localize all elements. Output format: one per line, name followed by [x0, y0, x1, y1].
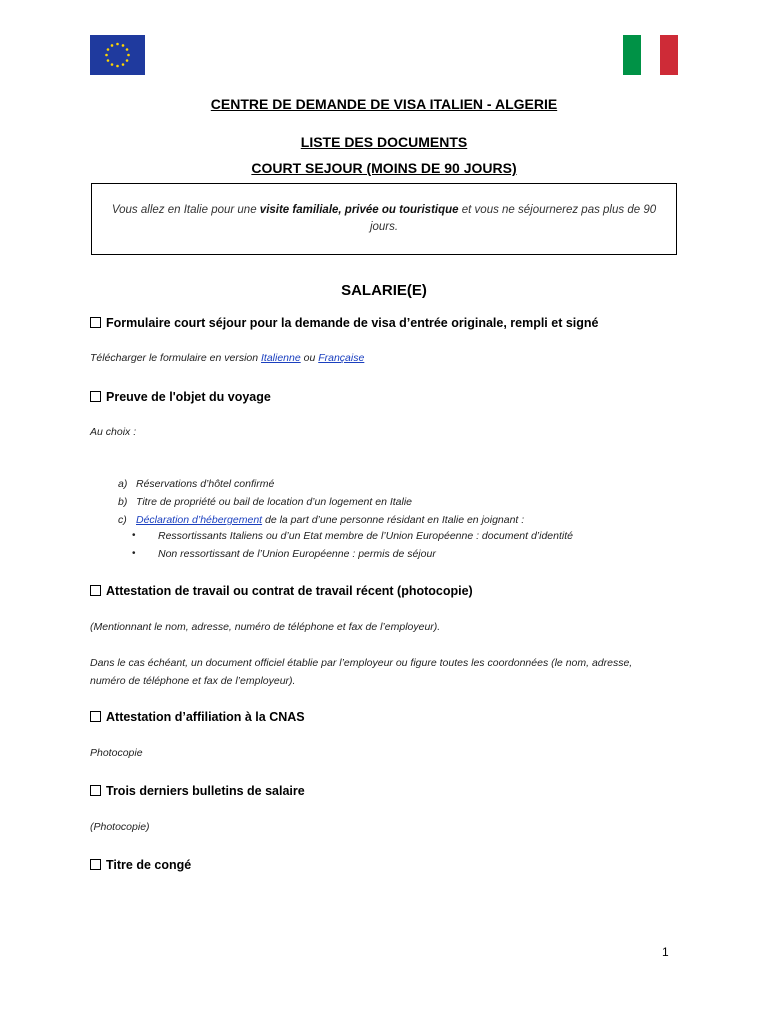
eu-flag-icon: [90, 35, 145, 75]
payslips-note: (Photocopie): [90, 821, 150, 833]
cnas-note: Photocopie: [90, 747, 143, 759]
list-item-text: Réservations d’hôtel confirmé: [136, 478, 275, 490]
item-form: [90, 316, 599, 330]
checkbox-icon[interactable]: [90, 785, 101, 796]
eu-star-icon: [116, 65, 119, 68]
bullet-icon: •: [132, 530, 136, 541]
item-form-label: Formulaire court séjour pour la demande de visa d’entrée originale, rempli et signé: [106, 316, 599, 330]
checkbox-icon[interactable]: [90, 859, 101, 870]
item-payslips-label: Trois derniers bulletins de salaire: [106, 784, 305, 798]
checkbox-icon[interactable]: [90, 391, 101, 402]
stay-title: COURT SEJOUR (MOINS DE 90 JOURS): [251, 160, 517, 176]
download-note: [90, 352, 364, 364]
proof-list: [118, 478, 678, 568]
eu-star-icon: [126, 59, 129, 62]
list-item-text: Titre de propriété ou bail de location d’un logement en Italie: [136, 496, 412, 508]
checkbox-icon[interactable]: [90, 317, 101, 328]
intro-text: [104, 202, 664, 236]
work-note-2: Dans le cas échéant, un document officiel établie par l’employeur ou figure toutes les coordonnées (le nom, adresse, numéro de téléphone et fax de l’employeur).: [90, 657, 633, 687]
eu-star-icon: [111, 63, 114, 66]
link-french-form[interactable]: Française: [318, 352, 365, 364]
eu-star-icon: [107, 48, 110, 51]
eu-star-icon: [107, 59, 110, 62]
eu-star-icon: [116, 43, 119, 46]
eu-star-icon: [122, 63, 125, 66]
list-marker: a): [118, 478, 128, 490]
download-prefix: Télécharger le formulaire en version: [90, 352, 261, 364]
eu-star-icon: [122, 44, 125, 47]
checkbox-icon[interactable]: [90, 585, 101, 596]
download-sep: ou: [300, 352, 319, 364]
intro-part1: Vous allez en Italie pour une: [111, 204, 260, 216]
item-cnas-label: Attestation d’affiliation à la CNAS: [106, 710, 305, 724]
item-proof: [90, 390, 271, 404]
sub-list-item-text: Non ressortissant de l’Union Européenne : permis de séjour: [158, 548, 436, 560]
bullet-icon: •: [132, 548, 136, 559]
item-cnas: [90, 710, 305, 724]
item-proof-label: Preuve de l'objet du voyage: [106, 390, 271, 404]
item-work-certificate: [90, 584, 473, 598]
sub-list-item-text: Ressortissants Italiens ou d’un Etat membre de l’Union Européenne : document d’identité: [158, 530, 573, 542]
page-number: 1: [662, 945, 669, 959]
checkbox-icon[interactable]: [90, 711, 101, 722]
intro-part2: et vous ne séjournerez pas plus de 90 jours.: [369, 204, 657, 233]
eu-stars: [90, 35, 145, 75]
list-item-text: de la part d’une personne résidant en Italie en joignant :: [262, 514, 525, 526]
list-title: LISTE DES DOCUMENTS: [300, 134, 468, 150]
center-title: CENTRE DE DEMANDE DE VISA ITALIEN - ALGERIE: [210, 96, 558, 112]
link-italian-form[interactable]: Italienne: [261, 352, 301, 364]
eu-star-icon: [111, 44, 114, 47]
item-leave-label: Titre de congé: [106, 858, 192, 872]
intro-box: [91, 183, 677, 255]
proof-choice: Au choix :: [90, 426, 137, 438]
list-marker: c): [118, 514, 127, 526]
work-note-1: (Mentionnant le nom, adresse, numéro de téléphone et fax de l’employeur).: [90, 621, 441, 633]
item-work-label: Attestation de travail ou contrat de travail récent (photocopie): [106, 584, 473, 598]
item-leave: [90, 858, 191, 872]
link-hebergement-declaration[interactable]: Déclaration d’hébergement: [136, 514, 263, 526]
intro-bold: visite familiale, privée ou touristique: [259, 204, 459, 216]
list-marker: b): [118, 496, 128, 508]
item-payslips: [90, 784, 305, 798]
eu-star-icon: [127, 54, 130, 57]
italy-flag-icon: [623, 35, 678, 75]
eu-star-icon: [105, 54, 108, 57]
section-title: SALARIE(E): [341, 282, 427, 299]
eu-star-icon: [126, 48, 129, 51]
